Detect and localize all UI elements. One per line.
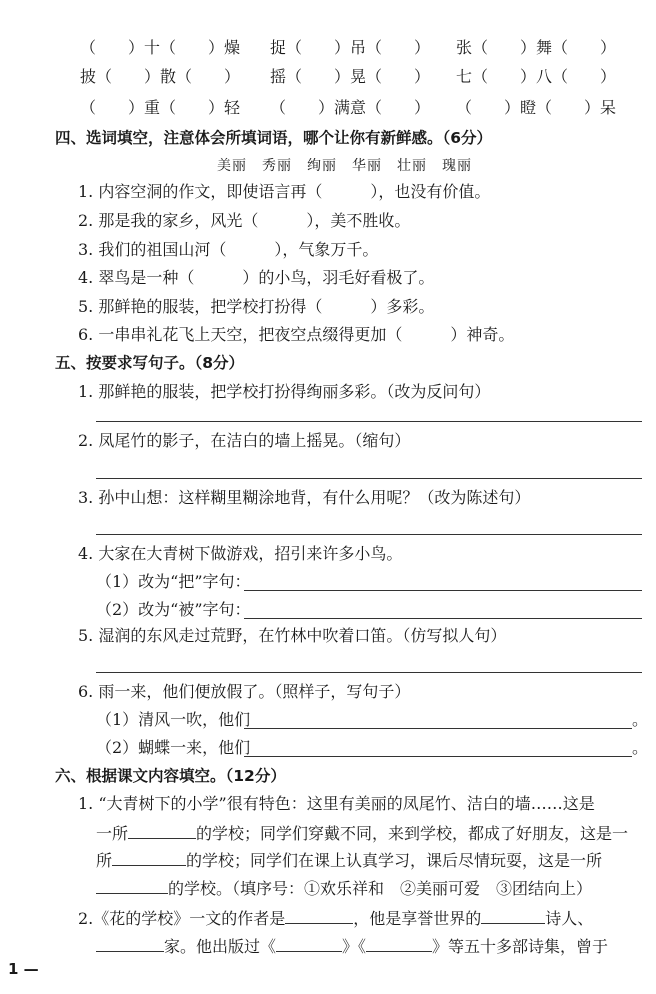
pair-r2-c1: 披（ ）散（ ） — [80, 67, 241, 86]
s5-q4: 4. 大家在大青树下做游戏，招引来许多小鸟。 — [78, 544, 403, 563]
s5-q5: 5. 湿润的东风走过荒野，在竹林中吹着口笛。（仿写拟人句） — [78, 626, 507, 645]
s5-q6: 6. 雨一来，他们便放假了。（照样子，写句子） — [78, 682, 411, 701]
fill-profession[interactable] — [96, 935, 164, 952]
section-4-heading: 四、选词填空，注意体会所填词语，哪个让你有新鲜感。（6分） — [55, 129, 493, 147]
s4-item-1: 1. 内容空洞的作文，即使语言再（ ），也没有价值。 — [78, 182, 491, 201]
s5-q4-2-label: （2）改为“被”字句： — [96, 600, 251, 619]
s6-line-5 — [78, 907, 593, 930]
pair-r3-c1: （ ）重（ ）轻 — [80, 98, 241, 117]
s4-item-2: 2. 那是我的家乡，风光（ ），美不胜收。 — [78, 211, 411, 230]
s6-line-1: 1. “大青树下的小学”很有特色：这里有美丽的凤尾竹、洁白的墙……这是 — [78, 794, 595, 813]
pair-r2-c2: 摇（ ）晃（ ） — [270, 67, 431, 86]
s6-line-6-c: 》等五十多部诗集，曾于 — [432, 937, 609, 956]
answer-line-q4-2[interactable] — [244, 618, 642, 619]
s6-line-4 — [96, 877, 592, 900]
answer-line-q3[interactable] — [96, 534, 642, 535]
s6-line-2-b: 的学校；同学们穿戴不同，来到学校，都成了好朋友，这是一 — [196, 824, 629, 843]
s5-q6-1-end: 。 — [632, 710, 649, 729]
s6-line-3-b: 的学校；同学们在课上认真学习，课后尽情玩耍，这是一所 — [186, 851, 603, 870]
fill-book-2[interactable] — [366, 935, 432, 952]
s6-line-2-a: 一所 — [96, 824, 129, 843]
s4-item-5: 5. 那鲜艳的服装，把学校打扮得（ ）多彩。 — [78, 297, 435, 316]
pair-r2-c3: 七（ ）八（ ） — [456, 67, 617, 86]
s5-q6-2-label: （2）蝴蝶一来，他们 — [96, 738, 251, 757]
s4-item-6: 6. 一串串礼花飞上天空，把夜空点缀得更加（ ）神奇。 — [78, 325, 515, 344]
fill-blank-1[interactable] — [128, 822, 196, 839]
fill-author[interactable] — [285, 907, 353, 924]
s5-q6-1-label: （1）清风一吹，他们 — [96, 710, 251, 729]
answer-line-q5[interactable] — [96, 672, 642, 673]
s6-line-3 — [96, 849, 602, 872]
fill-nationality[interactable] — [481, 907, 545, 924]
section-6-heading: 六、根据课文内容填空。（12分） — [55, 767, 286, 785]
s6-line-5-c: 诗人、 — [545, 909, 594, 928]
pair-r1-c3: 张（ ）舞（ ） — [456, 38, 617, 57]
s4-item-4: 4. 翠鸟是一种（ ）的小鸟，羽毛好看极了。 — [78, 268, 435, 287]
pair-r3-c2: （ ）满意（ ） — [270, 98, 431, 117]
s6-line-6-a: 家。他出版过《 — [164, 937, 277, 956]
fill-blank-3[interactable] — [96, 877, 168, 894]
s6-line-5-b: ，他是享誉世界的 — [353, 909, 482, 928]
s5-q4-1-label: （1）改为“把”字句： — [96, 572, 251, 591]
s6-line-6-b: 》《 — [342, 937, 367, 956]
s4-item-3: 3. 我们的祖国山河（ ），气象万千。 — [78, 240, 379, 259]
page-number: 1 — — [8, 960, 39, 978]
answer-line-q6-2[interactable] — [244, 756, 632, 757]
s5-q2: 2. 凤尾竹的影子，在洁白的墙上摇晃。（缩句） — [78, 431, 411, 450]
word-bank: 美丽 秀丽 绚丽 华丽 壮丽 瑰丽 — [217, 158, 472, 174]
pair-r3-c3: （ ）瞪（ ）呆 — [456, 98, 617, 117]
answer-line-q6-1[interactable] — [244, 728, 632, 729]
answer-line-q1[interactable] — [96, 421, 642, 422]
s6-line-3-a: 所 — [96, 851, 113, 870]
s5-q6-2-end: 。 — [632, 738, 649, 757]
fill-blank-2[interactable] — [112, 849, 186, 866]
s6-line-5-a: 2.《花的学校》一文的作者是 — [78, 909, 286, 928]
pair-r1-c2: 捉（ ）吊（ ） — [270, 38, 431, 57]
fill-book-1[interactable] — [276, 935, 342, 952]
pair-r1-c1: （ ）十（ ）燥 — [80, 38, 241, 57]
s6-line-4-text: 的学校。（填序号：①欢乐祥和 ②美丽可爱 ③团结向上） — [168, 879, 593, 898]
answer-line-q4-1[interactable] — [244, 590, 642, 591]
s5-q3: 3. 孙中山想：这样糊里糊涂地背，有什么用呢？（改为陈述句） — [78, 488, 531, 507]
s6-line-6 — [96, 935, 608, 958]
section-5-heading: 五、按要求写句子。（8分） — [55, 354, 245, 372]
answer-line-q2[interactable] — [96, 478, 642, 479]
s5-q1: 1. 那鲜艳的服装，把学校打扮得绚丽多彩。（改为反问句） — [78, 382, 491, 401]
s6-line-2 — [96, 822, 628, 845]
